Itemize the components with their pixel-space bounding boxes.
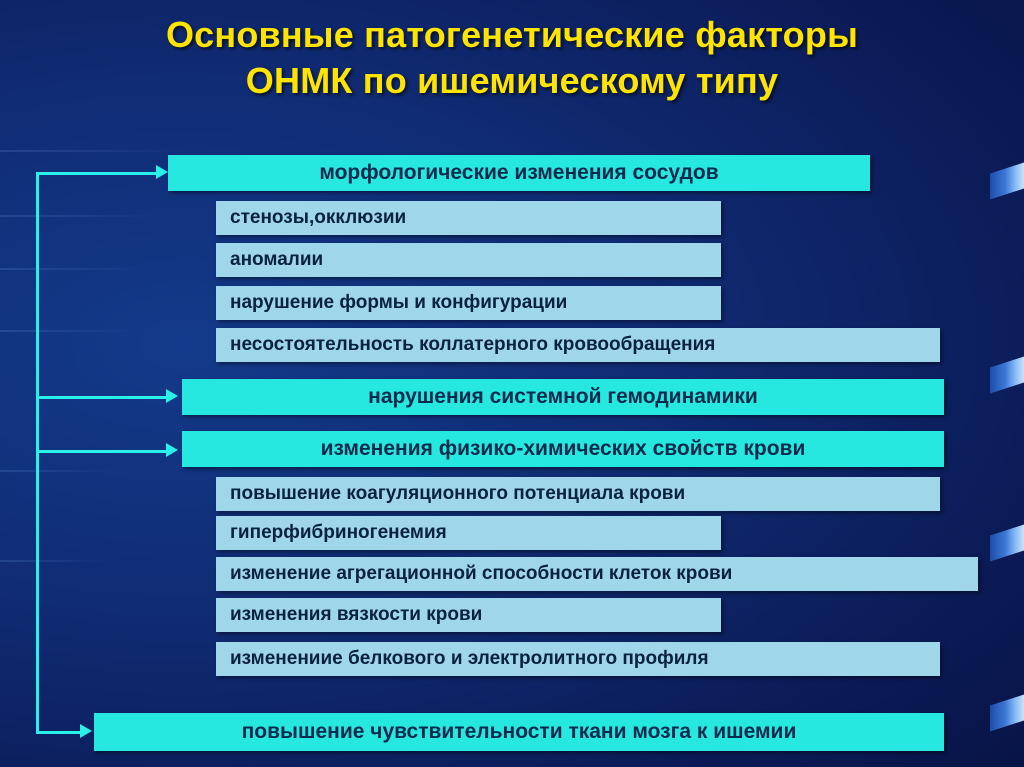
title-line-1: Основные патогенетические факторы [165, 14, 859, 55]
group-item-bar[interactable]: повышение коагуляционного потенциала крови [216, 477, 940, 511]
decorative-ribbon [990, 524, 1024, 561]
decorative-streak [0, 330, 135, 332]
title-line-2: ОНМК по ишемическому типу [245, 60, 779, 101]
group-item-bar[interactable]: гиперфибриногенемия [216, 516, 721, 550]
decorative-streak [0, 150, 190, 152]
decorative-streak [0, 470, 120, 472]
bottom-summary-bar[interactable]: повышение чувствительности ткани мозга к ишемии [94, 713, 944, 751]
group-header-bar[interactable]: морфологические изменения сосудов [168, 155, 870, 191]
slide-title [0, 12, 1024, 104]
group-item-bar[interactable]: изменениие белкового и электролитного профиля [216, 642, 940, 676]
group-item-bar[interactable]: изменение агрегационной способности клеток крови [216, 557, 978, 591]
decorative-streak [0, 215, 165, 217]
decorative-streak [0, 560, 110, 562]
group-item-bar[interactable]: несостоятельность коллатерного кровообращения [216, 328, 940, 362]
group-item-bar[interactable]: аномалии [216, 243, 721, 277]
group-item-bar[interactable]: нарушение формы и конфигурации [216, 286, 721, 320]
group-header-bar[interactable]: нарушения системной гемодинамики [182, 379, 944, 415]
connector-branch-2 [36, 396, 168, 399]
decorative-ribbon [990, 356, 1024, 393]
connector-branch-1 [36, 172, 158, 175]
decorative-ribbon [990, 694, 1024, 731]
connector-branch-4 [36, 731, 82, 734]
connector-branch-3 [36, 450, 168, 453]
group-item-bar[interactable]: изменения вязкости крови [216, 598, 721, 632]
connector-arrow-4 [80, 724, 92, 738]
connector-arrow-3 [166, 443, 178, 457]
connector-arrow-2 [166, 389, 178, 403]
group-item-bar[interactable]: стенозы,окклюзии [216, 201, 721, 235]
connector-arrow-1 [156, 165, 168, 179]
group-header-bar[interactable]: изменения физико-химических свойств крови [182, 431, 944, 467]
decorative-streak [0, 268, 150, 270]
decorative-ribbon [990, 162, 1024, 199]
